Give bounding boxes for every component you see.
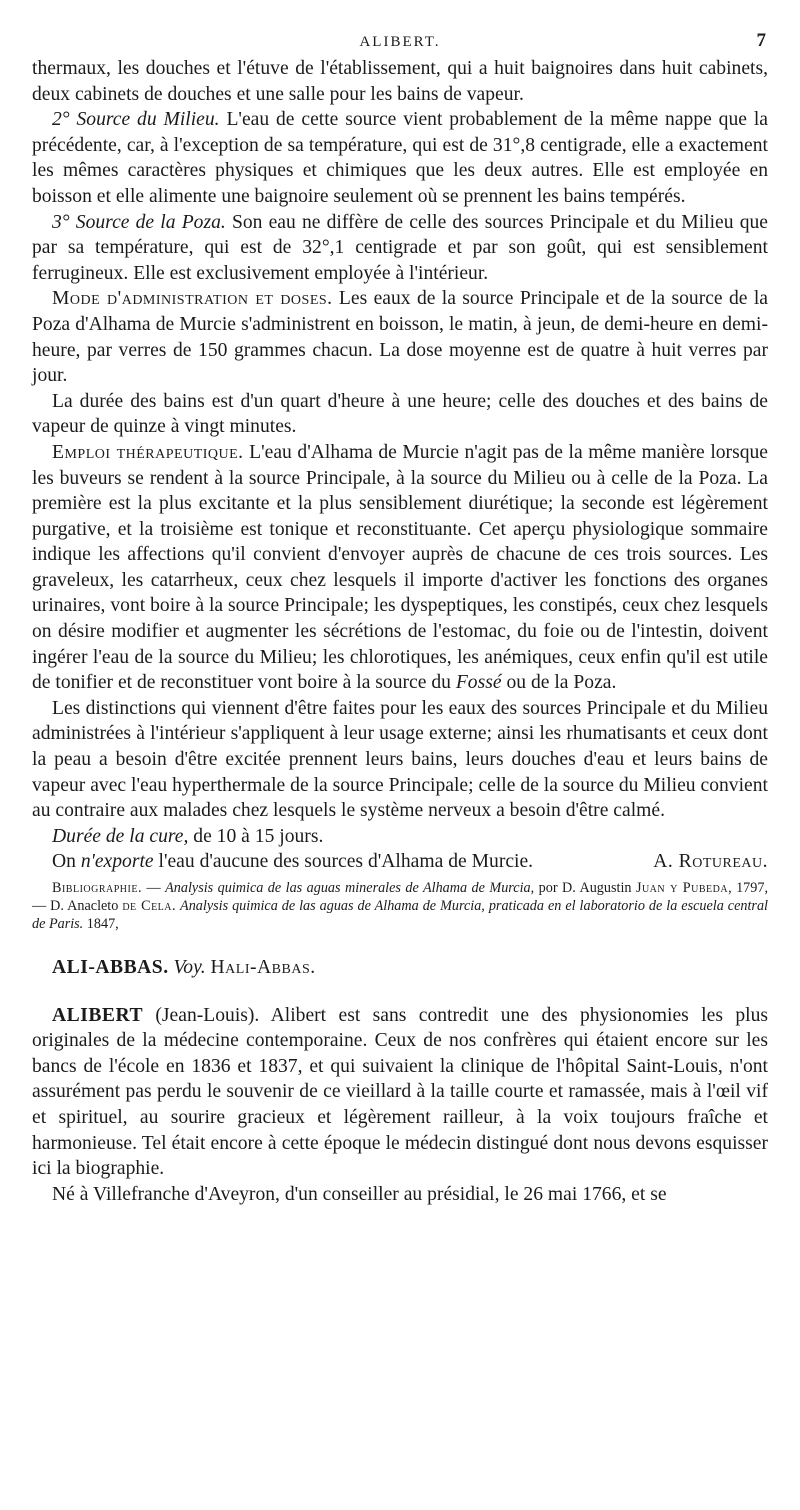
bibliography-text: , 1797, — D. Anacleto — [32, 880, 769, 914]
paragraph-text: (Jean-Louis). Alibert est sans contredit une des physionomies les plus originales de la médecine contemporaine. Ceux de nos confrères qui étaient encore sur les bancs de l'école en 1836 et 1837, et qui suivaient la clinique de l'hôpital Saint-Louis, n'ont assurément pas perdu le souvenir de ce vieillard à la taille courte et ramassée, mais à l'œil vif et spirituel, au sourire gracieux et légèrement railleur, à la voix toujours fraîche et harmonieuse. Tel était encore à cette époque le médecin distingué dont nous devons esquisser ici la biographie. — [32, 1004, 768, 1180]
bibliography-title: Analysis quimica de las aguas de Alhama de Murcia, praticada en el laboratorio de la escuela central de Paris. — [32, 898, 768, 932]
bibliography-label: Bibliographie. — [52, 880, 143, 896]
paragraph-mode-administration — [32, 286, 768, 388]
bibliography-text: — — [142, 880, 166, 896]
bibliography — [32, 879, 768, 933]
page-header — [32, 30, 768, 56]
italic-term: Fossé — [455, 672, 502, 694]
section-title: Mode d'administration et doses. — [52, 288, 333, 310]
bibliography-text: 1847, — [83, 916, 119, 932]
paragraph-emploi-therapeutique — [32, 440, 768, 696]
paragraph-text: ou de la Poza. — [501, 672, 617, 694]
paragraph-duree-bains: La durée des bains est d'un quart d'heure à une heure; celle des douches et des bains de vapeur de quinze à vingt minutes. — [32, 390, 768, 438]
paragraph-text: l'eau d'aucune des sources d'Alhama de Murcie. — [153, 851, 534, 873]
paragraph-text: de 10 à 15 jours. — [188, 825, 324, 847]
paragraph-text: L'eau d'Alhama de Murcie n'agit pas de la même manière lorsque les buveurs se rendent à la source Principale, à la source du Milieu ou à celle de la Poza. La première est la plus excitante et la plus sensiblement diurétique; la seconde est légèrement purgative, et la troisième est tonique et reconstituante. Cet aperçu physiologique sommaire indique les affections qu'il convient d'envoyer auprès de chacune de ces trois sources. Les graveleux, les catarrheux, ceux chez lesquels il importe d'activer les fonctions des organes urinaires, vont boire à la source Principale; les dyspeptiques, les constipés, ceux chez lesquels on désire modifier et augmenter les sécrétions de l'estomac, du foie ou de l'intestin, doivent ingérer l'eau de la source du Milieu; les chlorotiques, les anémiques, ceux enfin qu'il est utile de tonifier et de reconstituer vont boire à la source du — [32, 441, 768, 694]
italic-term: n'exporte — [80, 851, 154, 873]
section-title: 2° Source du Milieu. — [52, 109, 220, 131]
paragraph-usage-externe: Les distinctions qui viennent d'être faites pour les eaux des sources Principale et du Milieu administrées à l'intérieur s'appliquent à leur usage externe; ainsi les rhumatisants et ceux dont la peau a besoin d'être excitée prennent leurs bains, leurs douches d'eau et leurs bains de vapeur avec l'eau hyperthermale de la source Principale; celle de la source du Milieu convient au contraire aux malades chez lesquels le système nerveux a besoin d'être calmé. — [32, 697, 768, 822]
entry-ali-abbas — [32, 955, 768, 981]
paragraph-text: Son eau ne diffère de celle des sources Principale et du Milieu que par sa température, qui est de 32°,1 centigrade et par son goût, qui est sensiblement ferrugineux. Elle est exclusivement employée à l'intérieur. — [32, 211, 768, 284]
bibliography-title: Analysis quimica de las aguas minerales de Alhama de Murcia, — [165, 880, 535, 896]
paragraph-text: On — [52, 851, 81, 873]
cross-reference: Hali-Abbas. — [210, 957, 316, 978]
entry-alibert — [32, 1003, 768, 1182]
section-title: Durée de la cure, — [52, 825, 189, 847]
paragraph-text: Les eaux de la source Principale et de la source de la Poza d'Alhama de Murcie s'administrent en boisson, le matin, à jeun, de demi-heure en demi-heure, par verres de 150 grammes chacun. La dose moyenne est de quatre à huit verres par jour. — [32, 288, 768, 387]
page — [32, 30, 768, 1207]
page-number: 7 — [756, 30, 766, 51]
bibliography-author: Juan y Pubeda — [635, 880, 729, 896]
bibliography-author: de Cela. — [122, 898, 177, 914]
running-head: ALIBERT. — [359, 34, 441, 50]
section-title: Emploi thérapeutique. — [52, 441, 244, 463]
paragraph-duree-cure — [32, 824, 768, 850]
entry-headword: ALI-ABBAS. — [52, 957, 169, 978]
section-title: 3° Source de la Poza. — [52, 211, 226, 233]
see-reference: Voy. — [173, 957, 206, 978]
paragraph-source-de-la-poza — [32, 210, 768, 287]
author-signature: A. Rotureau. — [653, 851, 768, 873]
paragraph-source-du-milieu — [32, 107, 768, 209]
bibliography-text: por D. Augustin — [534, 880, 636, 896]
paragraph-text: L'eau de cette source vient probablement de la même nappe que la précédente, car, à l'exception de sa température, qui est de 31°,8 centigrade, elle a exactement les mêmes caractères physiques et chimiques que les deux autres. Elle est employée en boisson et elle alimente une baignoire seulement où se prennent les bains tempérés. — [32, 109, 768, 207]
entry-headword: ALIBERT — [52, 1004, 144, 1026]
paragraph-exportation — [32, 849, 768, 875]
paragraph-continuation: thermaux, les douches et l'étuve de l'établissement, qui a huit baignoires dans huit cabinets, deux cabinets de douches et une salle pour les bains de vapeur. — [32, 58, 768, 105]
paragraph-alibert-naissance: Né à Villefranche d'Aveyron, d'un conseiller au présidial, le 26 mai 1766, et se — [52, 1183, 667, 1205]
